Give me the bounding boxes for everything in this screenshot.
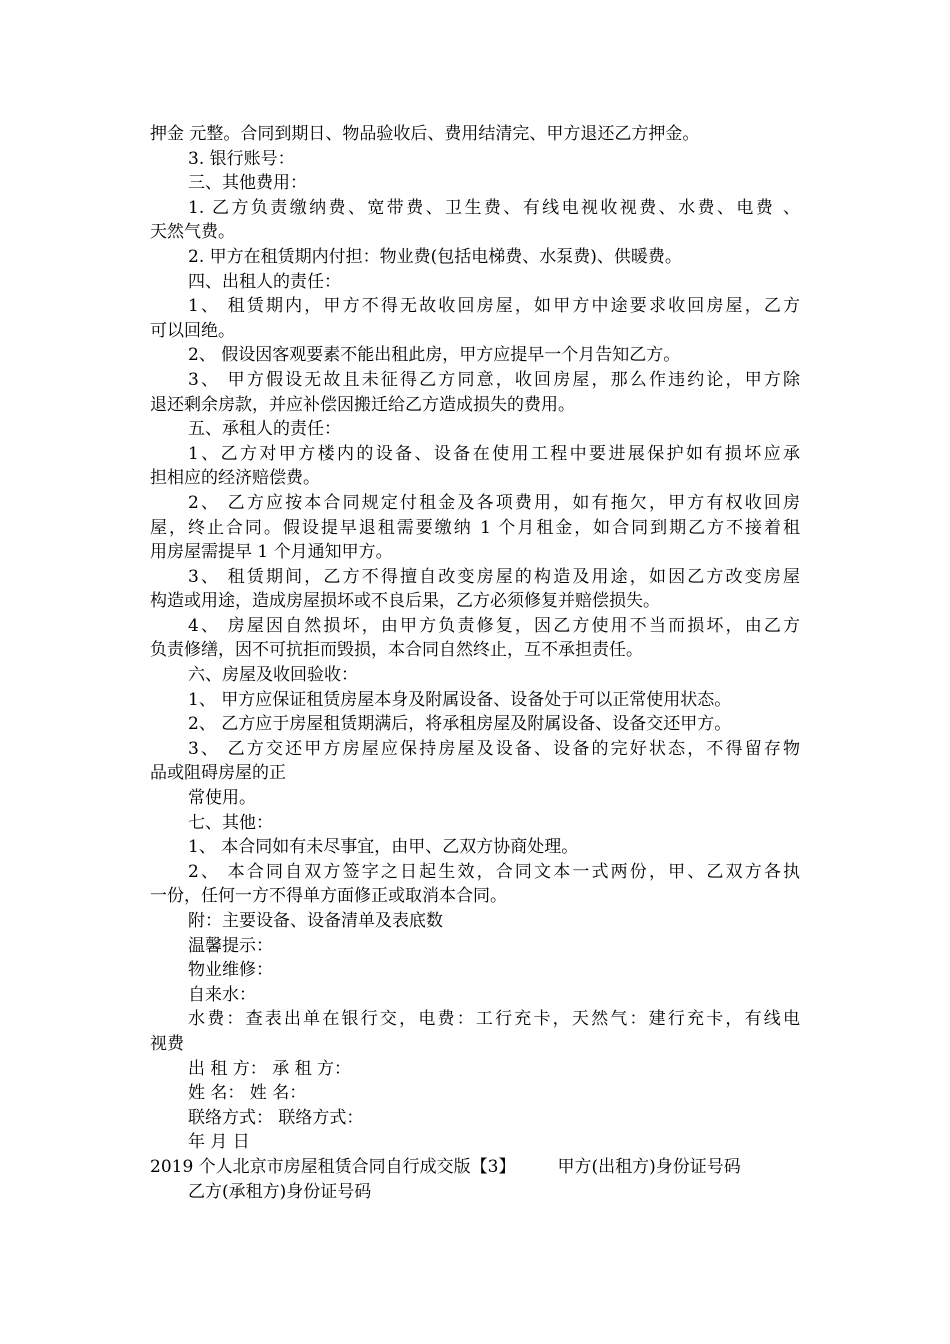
text-line: 七、其他：: [188, 812, 273, 833]
text-line: 天然气费。: [150, 222, 235, 243]
text-line: 3、 租赁期间，乙方不得擅自改变房屋的构造及用途，如因乙方改变房屋: [188, 566, 800, 587]
text-line: 温馨提示：: [188, 935, 273, 956]
text-line: 六、房屋及收回验收：: [188, 665, 358, 686]
text-line: 2、 假设因客观要素不能出租此房，甲方应提早一个月告知乙方。: [188, 345, 681, 366]
text-line: 1. 乙方负责缴纳费、宽带费、卫生费、有线电视收视费、水费、电费 、: [188, 197, 800, 218]
text-line: 4、 房屋因自然损坏，由甲方负责修复，因乙方使用不当而损坏，由乙方: [188, 615, 800, 636]
text-line: 押金 元整。合同到期日、物品验收后、费用结清完、甲方退还乙方押金。: [150, 124, 700, 144]
lessee-id-label: 乙方(承租方)身份证号码: [188, 1181, 372, 1202]
text-line: 负责修缮，因不可抗拒而毁损，本合同自然终止，互不承担责任。: [150, 640, 643, 661]
text-line: 退还剩余房款，并应补偿因搬迁给乙方造成损失的费用。: [150, 394, 575, 415]
document-title: 2019 个人北京市房屋租赁合同自行成交版【3】: [150, 1156, 516, 1177]
text-line: 构造或用途，造成房屋损坏或不良后果，乙方必须修复并赔偿损失。: [150, 591, 660, 612]
text-line: 年 月 日: [188, 1132, 250, 1153]
text-line: 1、 租赁期内，甲方不得无故收回房屋，如甲方中途要求收回房屋，乙方: [188, 296, 800, 317]
text-line: 2、 乙方应按本合同规定付租金及各项费用，如有拖欠，甲方有权收回房: [188, 492, 800, 513]
text-line: 视费: [150, 1033, 184, 1054]
text-line: 3、 乙方交还甲方房屋应保持房屋及设备、设备的完好状态，不得留存物: [188, 738, 800, 759]
text-line: 物业维修：: [188, 960, 273, 981]
text-line: 常使用。: [188, 788, 256, 809]
text-line: 出 租 方： 承 租 方：: [188, 1058, 352, 1079]
text-line: 姓 名： 姓 名：: [188, 1083, 307, 1104]
text-line: 水费：查表出单在银行交，电费：工行充卡，天然气：建行充卡，有线电: [188, 1009, 800, 1030]
text-line: 一份，任何一方不得单方面修正或取消本合同。: [150, 886, 507, 907]
text-line: 联络方式： 联络方式：: [188, 1107, 364, 1128]
text-line: 1、 本合同如有未尽事宜，由甲、乙双方协商处理。: [188, 837, 579, 858]
text-line: 四、出租人的责任：: [188, 271, 341, 292]
text-line: 五、承租人的责任：: [188, 419, 341, 440]
text-line: 2、 本合同自双方签字之日起生效，合同文本一式两份，甲、乙双方各执: [188, 861, 800, 882]
document-body: [150, 122, 800, 1204]
text-line: 品或阻碍房屋的正: [150, 763, 286, 784]
lessor-id-label: 甲方(出租方)身份证号码: [557, 1156, 741, 1177]
text-line: 1、 甲方应保证租赁房屋本身及附属设备、设备处于可以正常使用状态。: [188, 689, 732, 710]
text-line: 3. 银行账号：: [188, 148, 295, 169]
text-line: 担相应的经济赔偿费。: [150, 468, 320, 489]
text-line: 3、 甲方假设无故且未征得乙方同意，收回房屋，那么作违约论，甲方除: [188, 369, 800, 390]
text-line: 1、乙方对甲方楼内的设备、设备在使用工程中要进展保护如有损坏应承: [188, 443, 800, 464]
text-line: 可以回绝。: [150, 320, 235, 341]
text-line: 附：主要设备、设备清单及表底数: [188, 911, 443, 931]
lessee-id-line: [150, 1180, 800, 1205]
document-title-line: [150, 1155, 800, 1180]
text-line: 用房屋需提早 1 个月通知甲方。: [150, 542, 393, 563]
text-line: 自来水：: [188, 984, 256, 1005]
text-line: 三、其他费用：: [188, 173, 307, 194]
text-line: 屋，终止合同。假设提早退租需要缴纳 1 个月租金，如合同到期乙方不接着租: [150, 517, 800, 538]
text-line: 2. 甲方在租赁期内付担：物业费(包括电梯费、水泵费)、供暖费。: [188, 246, 682, 267]
text-line: 2、 乙方应于房屋租赁期满后，将承租房屋及附属设备、设备交还甲方。: [188, 714, 732, 735]
